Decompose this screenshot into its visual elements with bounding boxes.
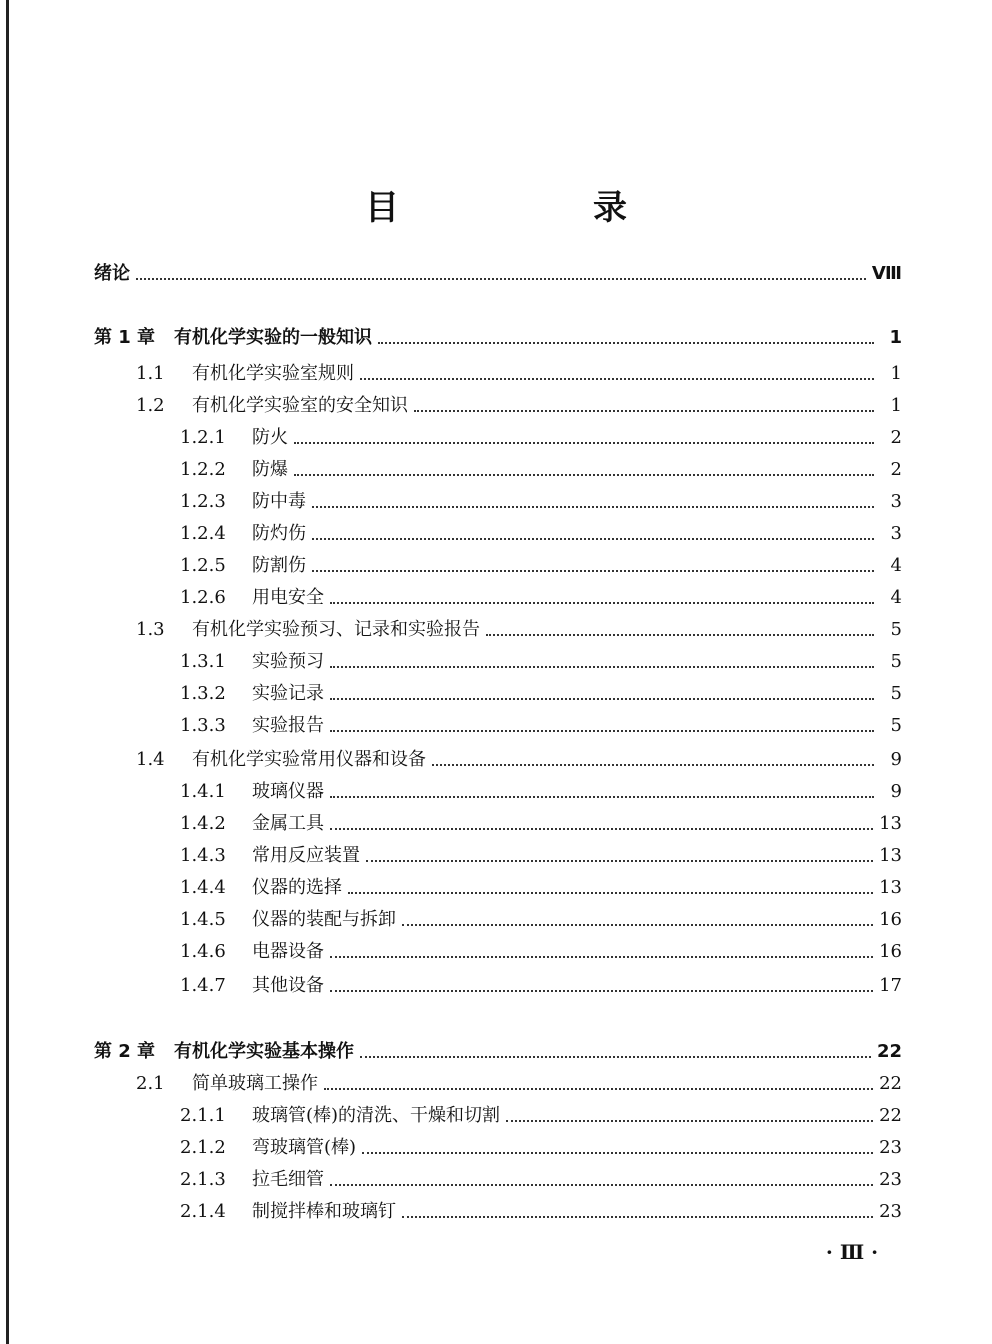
- toc-entry-page: 4: [890, 587, 902, 608]
- toc-entry-title: 拉毛细管: [252, 1169, 324, 1190]
- dot-leader: [324, 1088, 873, 1090]
- toc-entry[interactable]: [180, 714, 902, 738]
- toc-entry[interactable]: [180, 490, 902, 514]
- dot-leader: [294, 474, 874, 476]
- toc-entry-page: 9: [890, 781, 902, 802]
- toc-entry-page: 13: [879, 877, 902, 898]
- dot-leader: [506, 1120, 873, 1122]
- toc-entry-page: 2: [890, 427, 902, 448]
- toc-entry-number: 2.1.4: [180, 1201, 226, 1222]
- toc-entry[interactable]: [180, 1104, 902, 1128]
- toc-entry[interactable]: [180, 974, 902, 998]
- toc-entry-page: 5: [890, 619, 902, 640]
- toc-entry-page: 23: [879, 1169, 902, 1190]
- toc-entry[interactable]: [180, 426, 902, 450]
- toc-entry-title: 有机化学实验常用仪器和设备: [192, 749, 426, 770]
- toc-entry-page: 3: [890, 523, 902, 544]
- dot-leader: [348, 892, 873, 894]
- toc-entry-page: 13: [879, 813, 902, 834]
- toc-entry-title: 防中毒: [252, 491, 306, 512]
- toc-entry-title: 实验记录: [252, 683, 324, 704]
- toc-entry[interactable]: [136, 394, 902, 418]
- toc-entry-number: 1.1: [136, 363, 165, 384]
- dot-leader: [312, 538, 874, 540]
- dot-leader: [402, 924, 873, 926]
- toc-entry-number: 1.2.1: [180, 427, 226, 448]
- dot-leader: [402, 1216, 873, 1218]
- toc-entry-title: 弯玻璃管(棒): [252, 1137, 357, 1158]
- toc-entry-title: 金属工具: [252, 813, 324, 834]
- toc-entry-page: 5: [890, 683, 902, 704]
- toc-entry-number: 1.2.6: [180, 587, 226, 608]
- toc-entry[interactable]: [180, 812, 902, 836]
- toc-entry-title: 有机化学实验的一般知识: [174, 327, 372, 348]
- toc-entry[interactable]: [94, 262, 902, 286]
- dot-leader: [378, 342, 874, 344]
- toc-entry-page: 16: [879, 909, 902, 930]
- dot-leader: [312, 570, 874, 572]
- dot-leader: [432, 764, 874, 766]
- toc-entry-title: 实验报告: [252, 715, 324, 736]
- dot-leader: [330, 602, 874, 604]
- toc-entry-title: 防爆: [252, 459, 288, 480]
- toc-entry-page: 22: [879, 1105, 902, 1126]
- toc-entry-page: 4: [890, 555, 902, 576]
- page-folio: · Ⅲ ·: [825, 1240, 879, 1264]
- toc-entry-title: 仪器的选择: [252, 877, 342, 898]
- dot-leader: [136, 278, 866, 280]
- dot-leader: [330, 730, 874, 732]
- toc-entry-title: 其他设备: [252, 975, 324, 996]
- toc-entry-number: 1.4.1: [180, 781, 226, 802]
- toc-entry-title: 防火: [252, 427, 288, 448]
- toc-entry-title: 常用反应装置: [252, 845, 360, 866]
- toc-entry-title: 有机化学实验室规则: [192, 363, 354, 384]
- toc-entry-number: 1.4.3: [180, 845, 226, 866]
- dot-leader: [486, 634, 874, 636]
- toc-entry-page: 5: [890, 651, 902, 672]
- toc-entry-page: 2: [890, 459, 902, 480]
- toc-entry-title: 防割伤: [252, 555, 306, 576]
- toc-entry[interactable]: [180, 876, 902, 900]
- toc-entry-title: 仪器的装配与拆卸: [252, 909, 396, 930]
- toc-entry-page: 1: [889, 327, 902, 348]
- toc-entry-title: 玻璃仪器: [252, 781, 324, 802]
- toc-entry-title: 用电安全: [252, 587, 324, 608]
- toc-entry-title: 防灼伤: [252, 523, 306, 544]
- toc-entry-number: 第 2 章: [94, 1041, 156, 1062]
- toc-entry[interactable]: [136, 618, 902, 642]
- dot-leader: [366, 860, 873, 862]
- toc-entry[interactable]: [180, 522, 902, 546]
- dot-leader: [330, 666, 874, 668]
- toc-entry-number: 2.1.2: [180, 1137, 226, 1158]
- toc-entry[interactable]: [180, 682, 902, 706]
- toc-entry-title: 有机化学实验预习、记录和实验报告: [192, 619, 480, 640]
- toc-entry-page: 13: [879, 845, 902, 866]
- toc-entry[interactable]: [180, 780, 902, 804]
- toc-entry[interactable]: [180, 554, 902, 578]
- dot-leader: [330, 956, 873, 958]
- toc-entry-number: 1.3.3: [180, 715, 226, 736]
- toc-entry[interactable]: [94, 1040, 902, 1064]
- toc-entry-number: 2.1: [136, 1073, 165, 1094]
- toc-entry-number: 第 1 章: [94, 327, 156, 348]
- toc-entry-page: 5: [890, 715, 902, 736]
- toc-entry-title: 简单玻璃工操作: [192, 1073, 318, 1094]
- toc-entry-number: 1.2.2: [180, 459, 226, 480]
- toc-entry[interactable]: [136, 1072, 902, 1096]
- toc-entry-number: 1.2.4: [180, 523, 226, 544]
- toc-entry-title: 制搅拌棒和玻璃钉: [252, 1201, 396, 1222]
- page-title: 目 录: [365, 188, 707, 228]
- toc-entry[interactable]: [180, 844, 902, 868]
- toc-entry[interactable]: [180, 586, 902, 610]
- toc-entry-page: 9: [890, 749, 902, 770]
- toc-entry[interactable]: [136, 362, 902, 386]
- toc-entry-page: 16: [879, 941, 902, 962]
- toc-entry[interactable]: [180, 908, 902, 932]
- toc-entry-number: 1.2.3: [180, 491, 226, 512]
- dot-leader: [330, 796, 874, 798]
- dot-leader: [330, 698, 874, 700]
- toc-entry-number: 1.3: [136, 619, 165, 640]
- toc-entry[interactable]: [180, 458, 902, 482]
- toc-entry-number: 1.3.2: [180, 683, 226, 704]
- toc-entry[interactable]: [180, 650, 902, 674]
- toc-entry-title: 实验预习: [252, 651, 324, 672]
- toc-entry-page: 17: [879, 975, 902, 996]
- toc-entry-number: 1.4.4: [180, 877, 226, 898]
- toc-entry-title: 玻璃管(棒)的清洗、干燥和切割: [252, 1105, 501, 1126]
- toc-entry-number: 1.4.6: [180, 941, 226, 962]
- toc-entry-number: 1.4.5: [180, 909, 226, 930]
- toc-entry[interactable]: [180, 1168, 902, 1192]
- dot-leader: [312, 506, 874, 508]
- toc-entry-number: 2.1.1: [180, 1105, 226, 1126]
- toc-entry-number: 1.4.7: [180, 975, 226, 996]
- toc-entry[interactable]: [94, 326, 902, 350]
- toc-entry-number: 1.2: [136, 395, 165, 416]
- dot-leader: [360, 1056, 871, 1058]
- toc-entry[interactable]: [136, 748, 902, 772]
- dot-leader: [360, 378, 874, 380]
- toc-entry-page: 23: [879, 1137, 902, 1158]
- toc-entry-number: 1.2.5: [180, 555, 226, 576]
- toc-entry[interactable]: [180, 940, 902, 964]
- toc-entry-page: Ⅷ: [871, 263, 902, 284]
- dot-leader: [362, 1152, 873, 1154]
- dot-leader: [330, 828, 873, 830]
- toc-entry-title: 绪论: [94, 263, 130, 284]
- toc-entry-title: 有机化学实验室的安全知识: [192, 395, 408, 416]
- dot-leader: [330, 1184, 873, 1186]
- toc-entry[interactable]: [180, 1200, 902, 1224]
- toc-entry-number: 1.4: [136, 749, 165, 770]
- toc-entry-number: 2.1.3: [180, 1169, 226, 1190]
- toc-entry-page: 3: [890, 491, 902, 512]
- toc-entry-page: 22: [876, 1041, 902, 1062]
- dot-leader: [414, 410, 874, 412]
- toc-entry-page: 22: [879, 1073, 902, 1094]
- toc-entry-page: 23: [879, 1201, 902, 1222]
- toc-entry-title: 电器设备: [252, 941, 324, 962]
- toc-entry-number: 1.4.2: [180, 813, 226, 834]
- toc-entry-number: 1.3.1: [180, 651, 226, 672]
- toc-entry-page: 1: [890, 363, 902, 384]
- toc-entry-page: 1: [890, 395, 902, 416]
- toc-entry[interactable]: [180, 1136, 902, 1160]
- toc-entry-title: 有机化学实验基本操作: [174, 1041, 354, 1062]
- dot-leader: [330, 990, 873, 992]
- dot-leader: [294, 442, 874, 444]
